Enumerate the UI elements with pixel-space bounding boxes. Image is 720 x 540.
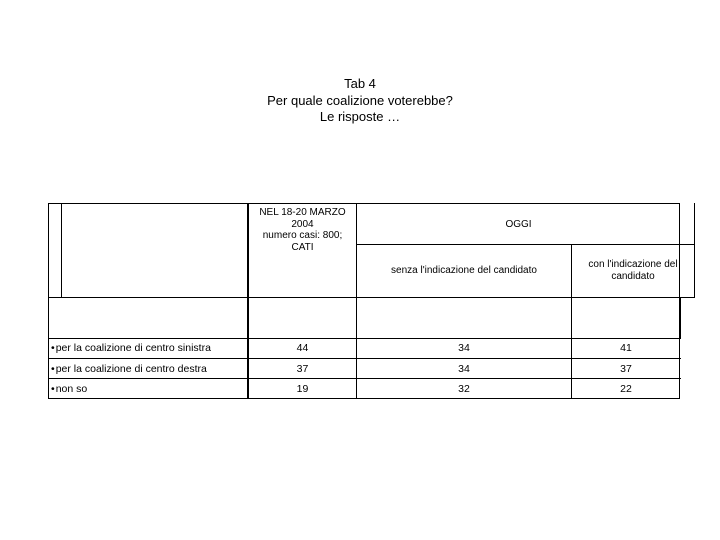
row-label-text: non so [55, 383, 88, 395]
title-line-1: Tab 4 [344, 76, 376, 91]
grid-line [48, 358, 681, 359]
value-senza: 34 [458, 342, 470, 354]
header-with-candidate-line-2: candidato [611, 270, 655, 282]
bullet-icon: • [51, 383, 55, 395]
row-label-text: per la coalizione di centro destra [55, 363, 207, 375]
header-march-line-1: NEL 18-20 MARZO [259, 207, 346, 218]
grid-line [48, 297, 695, 298]
row-label-centro-sinistra [51, 342, 211, 354]
grid-line [694, 203, 695, 298]
row-label-centro-destra [51, 363, 207, 375]
header-march-line-4: CATI [291, 241, 314, 253]
header-march-line-2: 2004 [291, 218, 314, 230]
value-marzo: 37 [296, 363, 309, 375]
bullet-icon: • [51, 342, 55, 354]
table-title [0, 76, 720, 126]
value-marzo: 44 [296, 342, 309, 354]
grid-line [356, 244, 695, 245]
header-without-candidate: senza l'indicazione del candidato [391, 265, 537, 276]
header-with-candidate [572, 259, 694, 282]
grid-line [680, 298, 681, 338]
header-march-survey [249, 207, 356, 253]
title-line-3: Le risposte … [319, 109, 401, 124]
header-oggi: OGGI [505, 219, 532, 230]
value-con: 37 [620, 363, 632, 375]
value-senza: 32 [458, 383, 470, 395]
header-march-line-3: numero casi: 800; [262, 230, 343, 241]
title-line-2: Per quale coalizione voterebbe? [267, 92, 453, 108]
grid-line [48, 378, 681, 379]
value-senza: 34 [458, 363, 470, 375]
row-label-non-so [51, 383, 87, 395]
row-label-text: per la coalizione di centro sinistra [55, 342, 211, 354]
value-con: 22 [620, 383, 632, 395]
header-with-candidate-line-1: con l'indicazione del [588, 259, 678, 270]
value-con: 41 [620, 342, 632, 354]
grid-line [61, 203, 62, 298]
bullet-icon: • [51, 363, 55, 375]
value-marzo: 19 [296, 383, 309, 395]
grid-line [48, 338, 681, 339]
